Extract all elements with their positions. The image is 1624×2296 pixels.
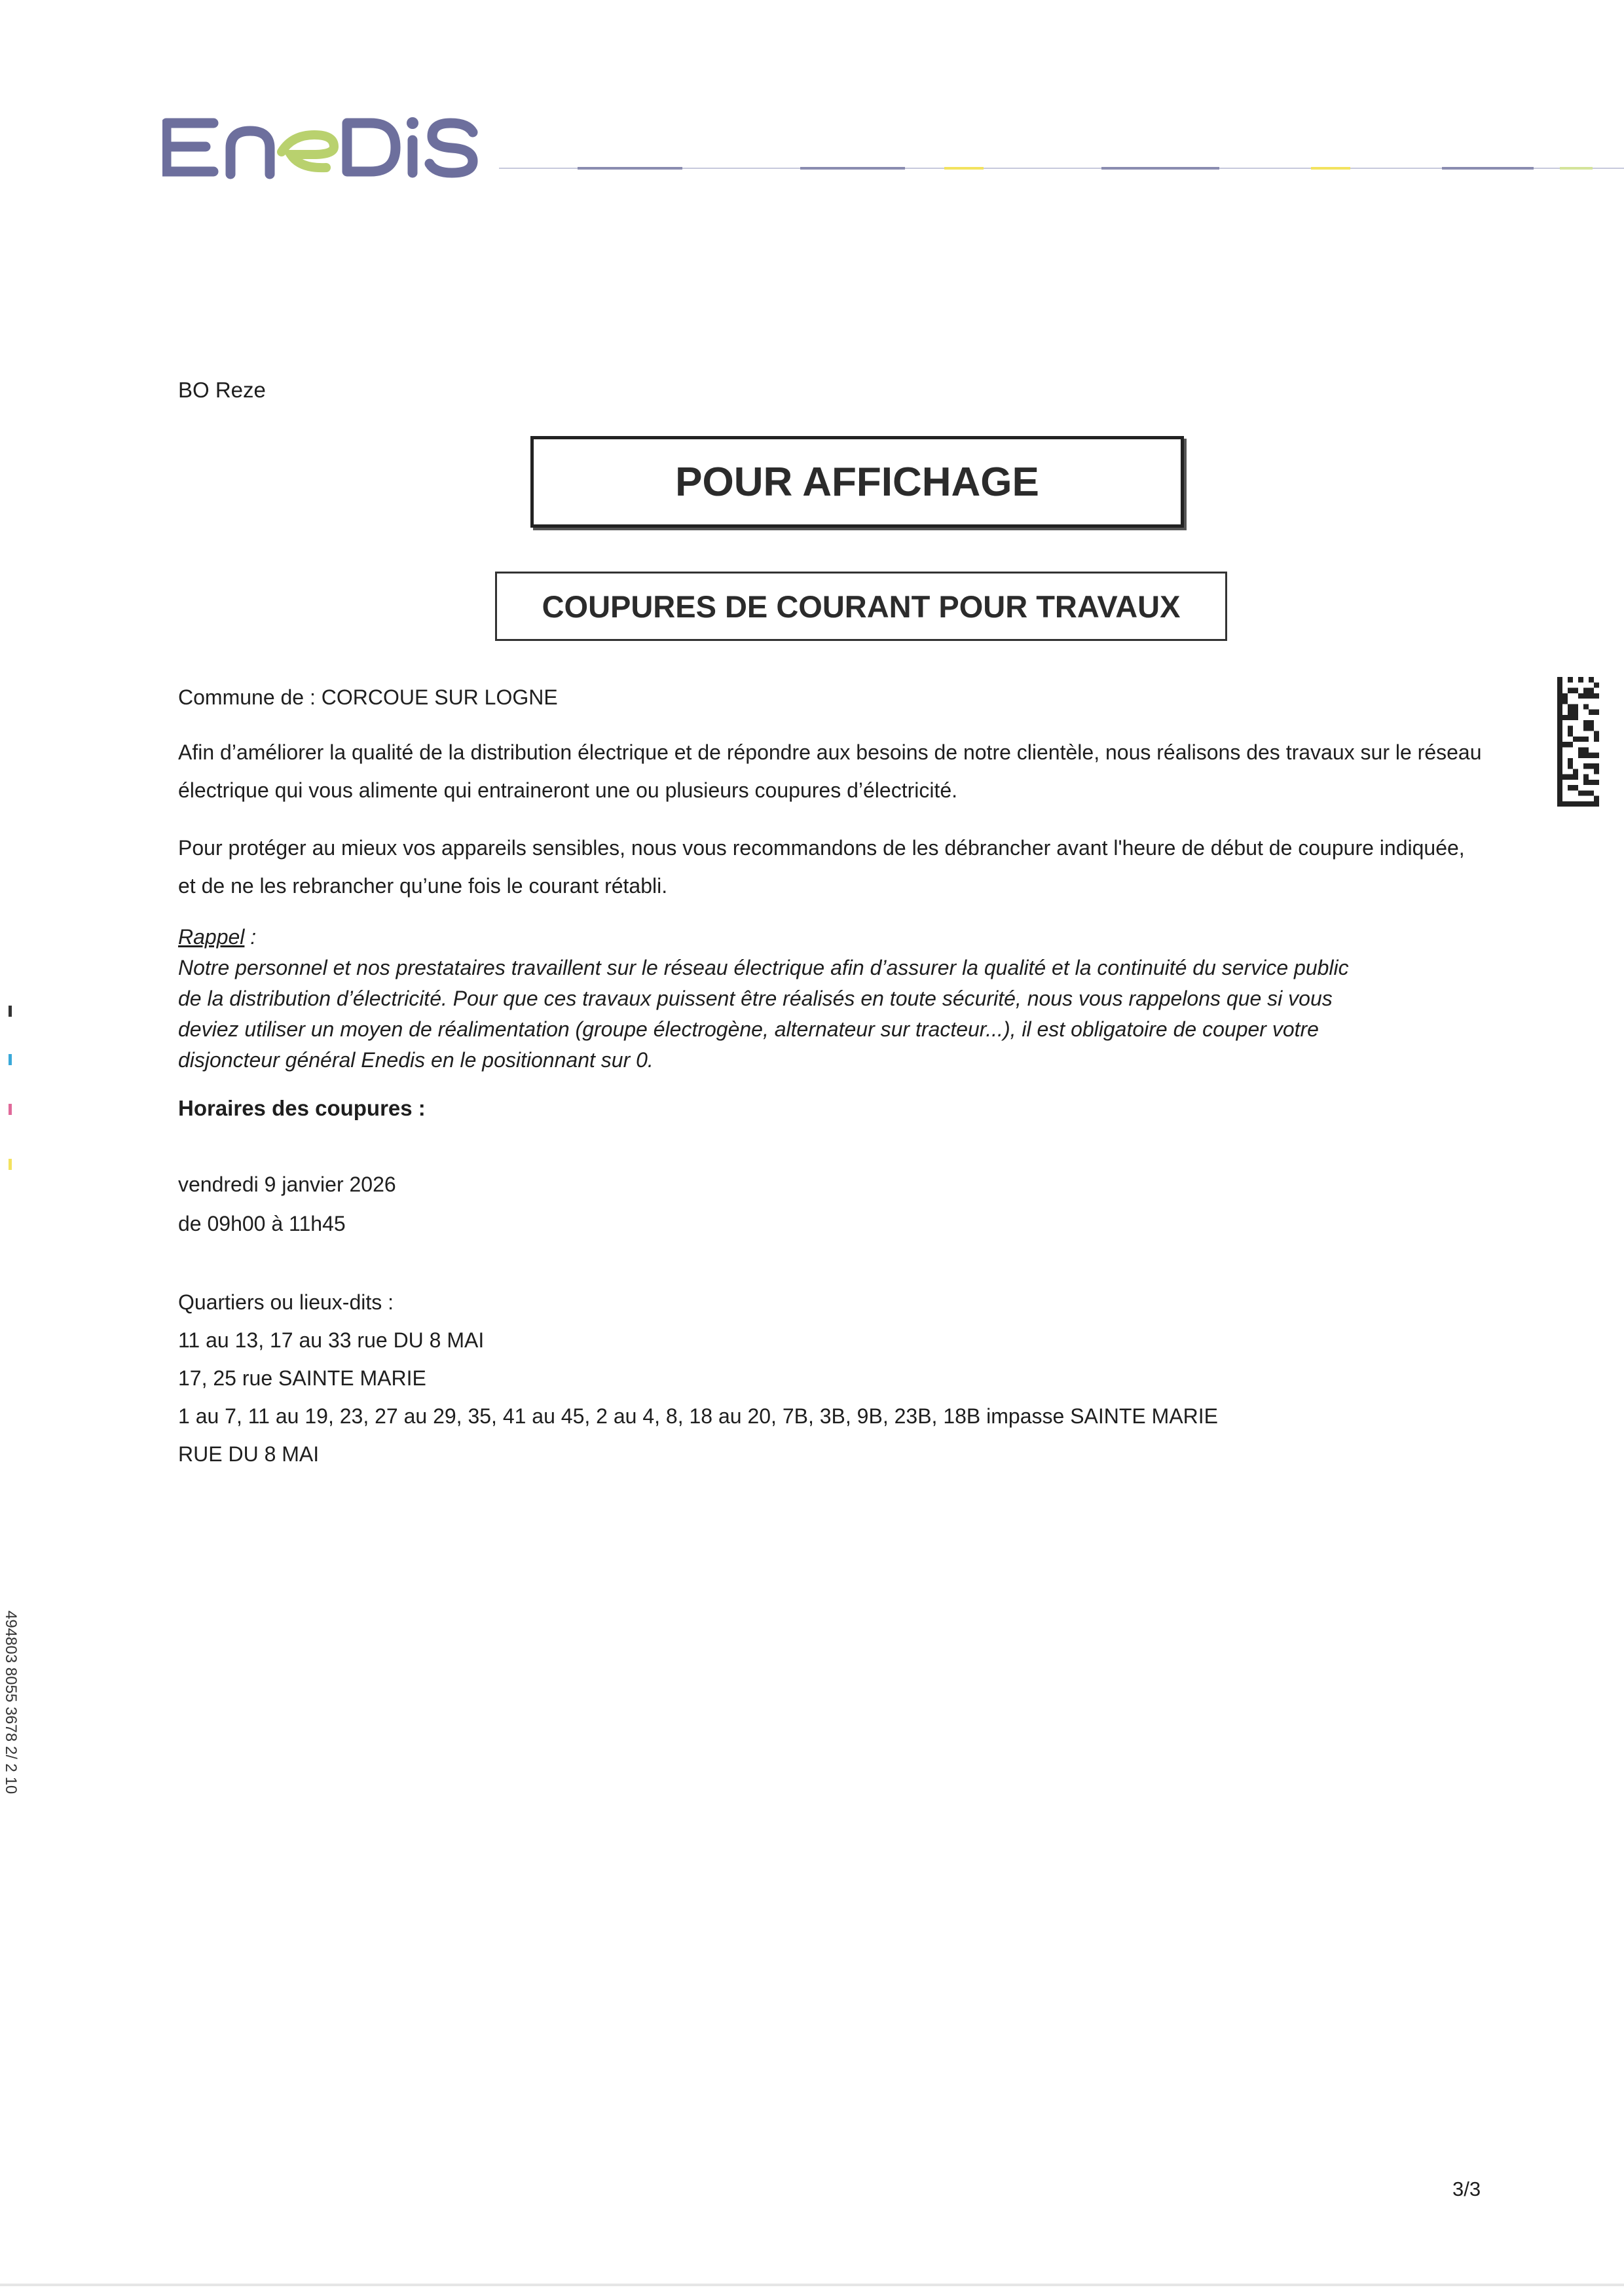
intro-paragraph: Afin d’améliorer la qualité de la distribution électrique et de répondre aux besoins de notre clientèle, nous réalisons des travaux sur le réseau électrique qui vous alimente qui entraineront une ou plusieurs coupures d’électricité.	[178, 740, 1482, 802]
rappel-block	[178, 922, 1485, 1076]
schedule-heading: Horaires des coupures :	[178, 1096, 426, 1120]
rappel-line: de la distribution d’électricité. Pour que ces travaux puissent être réalisés en toute sécurité, nous vous rappelons que si vous	[178, 987, 1333, 1010]
notice-subtitle: COUPURES DE COURANT POUR TRAVAUX	[542, 589, 1181, 624]
page-number: 3/3	[1452, 2178, 1481, 2200]
area-item: 11 au 13, 17 au 33 rue DU 8 MAI	[178, 1328, 485, 1352]
margin-mark	[9, 1104, 12, 1115]
margin-reference-code: 494803 8055 3678 2/ 2 10	[2, 1611, 20, 1795]
enedis-logo	[162, 109, 483, 181]
rappel-label: Rappel	[178, 925, 245, 949]
enedis-logo-icon	[162, 109, 483, 181]
commune-line: Commune de : CORCOUE SUR LOGNE	[178, 685, 558, 709]
area-item: RUE DU 8 MAI	[178, 1442, 320, 1466]
rappel-line: Notre personnel et nos prestataires travaillent sur le réseau électrique afin d’assurer la qualité et la continuité du service public	[178, 956, 1349, 979]
bottom-edge	[0, 2284, 1624, 2286]
rappel-heading: Rappel :	[178, 925, 257, 949]
sender-office: BO Reze	[178, 378, 266, 402]
margin-mark	[9, 1159, 12, 1170]
outage-date: vendredi 9 janvier 2026	[178, 1173, 396, 1196]
margin-mark	[9, 1054, 12, 1065]
notice-subtitle-box	[495, 572, 1227, 641]
area-item: 1 au 7, 11 au 19, 23, 27 au 29, 35, 41 au 45, 2 au 4, 8, 18 au 20, 7B, 3B, 9B, 23B, 18B impasse SAINTE MARIE	[178, 1404, 1218, 1428]
rappel-line: deviez utiliser un moyen de réalimentation (groupe électrogène, alternateur sur tracteur...), il est obligatoire de couper votre	[178, 1017, 1319, 1041]
notice-title: POUR AFFICHAGE	[675, 459, 1039, 505]
datamatrix-barcode-icon	[1557, 677, 1599, 807]
outage-hours: de 09h00 à 11h45	[178, 1212, 346, 1235]
areas-block	[178, 1283, 1485, 1473]
notice-title-box	[530, 436, 1184, 528]
rappel-line: disjoncteur général Enedis en le positionnant sur 0.	[178, 1048, 654, 1072]
header-rule	[499, 166, 1624, 170]
areas-label: Quartiers ou lieux-dits :	[178, 1290, 394, 1314]
area-item: 17, 25 rue SAINTE MARIE	[178, 1366, 426, 1390]
margin-mark	[9, 1006, 12, 1017]
advice-paragraph: Pour protéger au mieux vos appareils sensibles, nous vous recommandons de les débrancher avant l'heure de début de coupure indiquée, et de ne les rebrancher qu’une fois le courant rétabli.	[178, 836, 1465, 898]
